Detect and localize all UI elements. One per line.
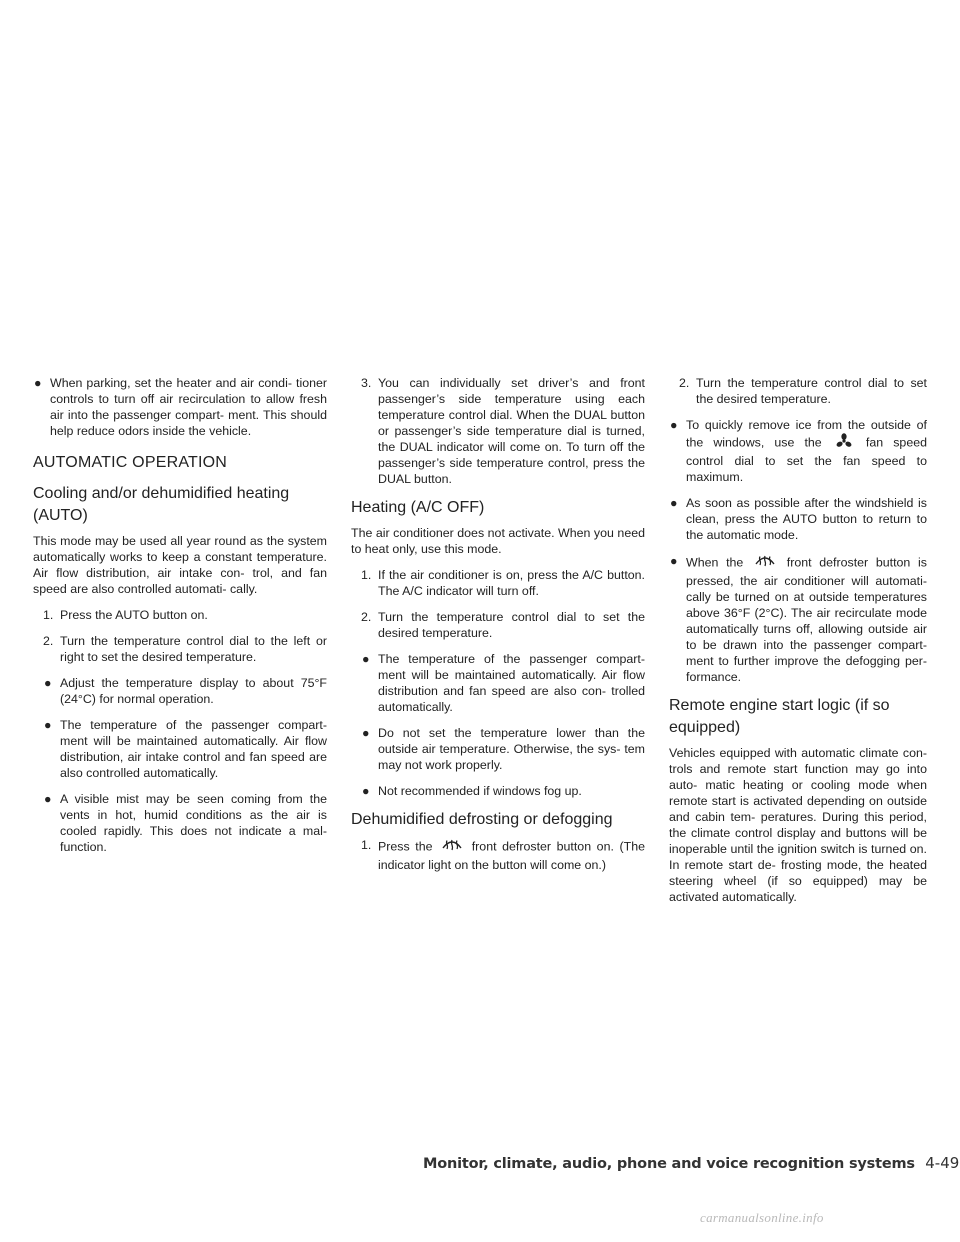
numbered-step <box>43 633 327 665</box>
list-item <box>361 725 645 773</box>
step-text-pre: Press the <box>378 839 433 854</box>
bullet: ● <box>44 718 52 732</box>
list-item <box>361 651 645 715</box>
subheading-remote: Remote engine start logic (if so equipped) <box>669 697 890 736</box>
bullet-text: The temperature of the passenger compart- ment will be maintained automatically. Air flow distribution, air intake control and fan speed are also controlled automatically. <box>60 718 327 780</box>
list-item <box>33 375 327 439</box>
numbered-step <box>361 837 645 873</box>
numbered-step <box>361 609 645 641</box>
numbered-step <box>679 375 927 407</box>
step-text <box>378 837 645 873</box>
subheading-heating: Heating (A/C OFF) <box>351 499 485 516</box>
step-number: 3. <box>361 376 372 390</box>
numbered-step <box>361 567 645 599</box>
footer-title: Monitor, climate, audio, phone and voice recognition systems <box>423 1156 915 1172</box>
step-number: 1. <box>43 608 54 622</box>
paragraph: The air conditioner does not activate. When you need to heat only, use this mode. <box>351 526 645 556</box>
subheading-defrost: Dehumidified defrosting or defogging <box>351 811 613 828</box>
numbered-step <box>361 375 645 487</box>
step-text: You can individually set driver’s and front passenger’s side temperature using each temperature control dial. When the DUAL button or passenger’s side temperature dial is turned, the DUAL indicator will come on. To turn off the passenger’s side temperature control, press the DUAL button. <box>378 376 645 486</box>
fan-icon <box>835 433 853 453</box>
page-number: 4-49 <box>925 1154 960 1172</box>
bullet: ● <box>44 676 52 690</box>
bullet-text-pre: To quickly remove ice from the outside of the windows, use the <box>686 418 927 450</box>
bullet: ● <box>670 496 678 510</box>
bullet: ● <box>362 784 370 798</box>
bullet: ● <box>670 418 678 432</box>
bullet: ● <box>34 376 42 390</box>
step-text: Press the AUTO button on. <box>60 608 208 622</box>
step-text: Turn the temperature control dial to set the desired temperature. <box>696 376 927 406</box>
bullet-text: When parking, set the heater and air condi- tioner controls to turn off air recirculation to allow fresh air into the passenger compart- ment. This should help reduce odors inside the vehicle. <box>50 376 327 438</box>
bullet-text-post: front defroster button is pressed, the air conditioner will automati- cally be turned on at outside temperatures above 36°F (2°C). The air recirculate mode automatically turns off, allowing outside air to be drawn into the passenger compart- ment to further improve the defogging per- formance. <box>686 555 927 684</box>
column-left <box>33 375 327 865</box>
list-item <box>669 417 927 485</box>
list-item <box>669 495 927 543</box>
bullet-text-post: fan speed control dial to set the fan speed to maximum. <box>686 435 927 484</box>
bullet-text <box>686 417 927 485</box>
watermark <box>700 1209 940 1227</box>
list-item <box>43 717 327 781</box>
bullet-text: Do not set the temperature lower than the outside air temperature. Otherwise, the sys- tem may not work properly. <box>378 726 645 772</box>
bullet-text: Adjust the temperature display to about 75°F (24°C) for normal operation. <box>60 676 327 706</box>
section-heading: AUTOMATIC OPERATION <box>33 454 228 471</box>
step-text-post: front defroster button on. (The indicator light on the button will come on.) <box>378 839 645 872</box>
list-item <box>43 791 327 855</box>
bullet-text: The temperature of the passenger compart- ment will be maintained automatically. Air flow distribution and fan speed are also con- trolled automatically. <box>378 652 645 714</box>
bullet-text-pre: When the <box>686 555 744 570</box>
column-right <box>669 375 927 915</box>
step-text: If the air conditioner is on, press the A/C button. The A/C indicator will turn off. <box>378 568 645 598</box>
step-number: 2. <box>679 376 690 390</box>
bullet-text <box>686 553 927 685</box>
front-defroster-icon <box>754 553 776 573</box>
bullet: ● <box>362 726 370 740</box>
paragraph: Vehicles equipped with automatic climate con- trols and remote start function may go into auto- matic heating or cooling mode when remote start is activated depending on outside and cabin tem- peratures. During this period, the climate control display and buttons will be inoperable until the ignition switch is turned on. In remote start de- frosting mode, the heated steering wheel (if so equipped) may be activated automatically. <box>669 746 927 904</box>
column-middle <box>351 375 645 883</box>
bullet-text: Not recommended if windows fog up. <box>378 784 582 798</box>
page-footer <box>423 1154 960 1176</box>
step-number: 1. <box>361 568 372 582</box>
subheading: Cooling and/or dehumidified heating (AUTO) <box>33 485 290 524</box>
watermark-text: carmanualsonline.info <box>700 1210 824 1225</box>
step-text: Turn the temperature control dial to set the desired temperature. <box>378 610 645 640</box>
bullet-text: A visible mist may be seen coming from the vents in hot, humid conditions as the air is cooled rapidly. This does not indicate a mal- function. <box>60 792 327 854</box>
list-item <box>361 783 645 799</box>
list-item <box>43 675 327 707</box>
numbered-step <box>43 607 327 623</box>
step-text: Turn the temperature control dial to the left or right to set the desired temperature. <box>60 634 327 664</box>
paragraph: This mode may be used all year round as the system automatically works to keep a constant temperature. Air flow distribution, air intake con- trol, and fan speed are also controlled automati- cally. <box>33 534 327 596</box>
front-defroster-icon <box>441 837 463 857</box>
list-item <box>669 553 927 685</box>
step-number: 1. <box>361 838 372 852</box>
bullet: ● <box>44 792 52 806</box>
bullet: ● <box>362 652 370 666</box>
step-number: 2. <box>43 634 54 648</box>
step-number: 2. <box>361 610 372 624</box>
bullet-text: As soon as possible after the windshield is clean, press the AUTO button to return to the automatic mode. <box>686 496 927 542</box>
bullet: ● <box>670 554 678 568</box>
